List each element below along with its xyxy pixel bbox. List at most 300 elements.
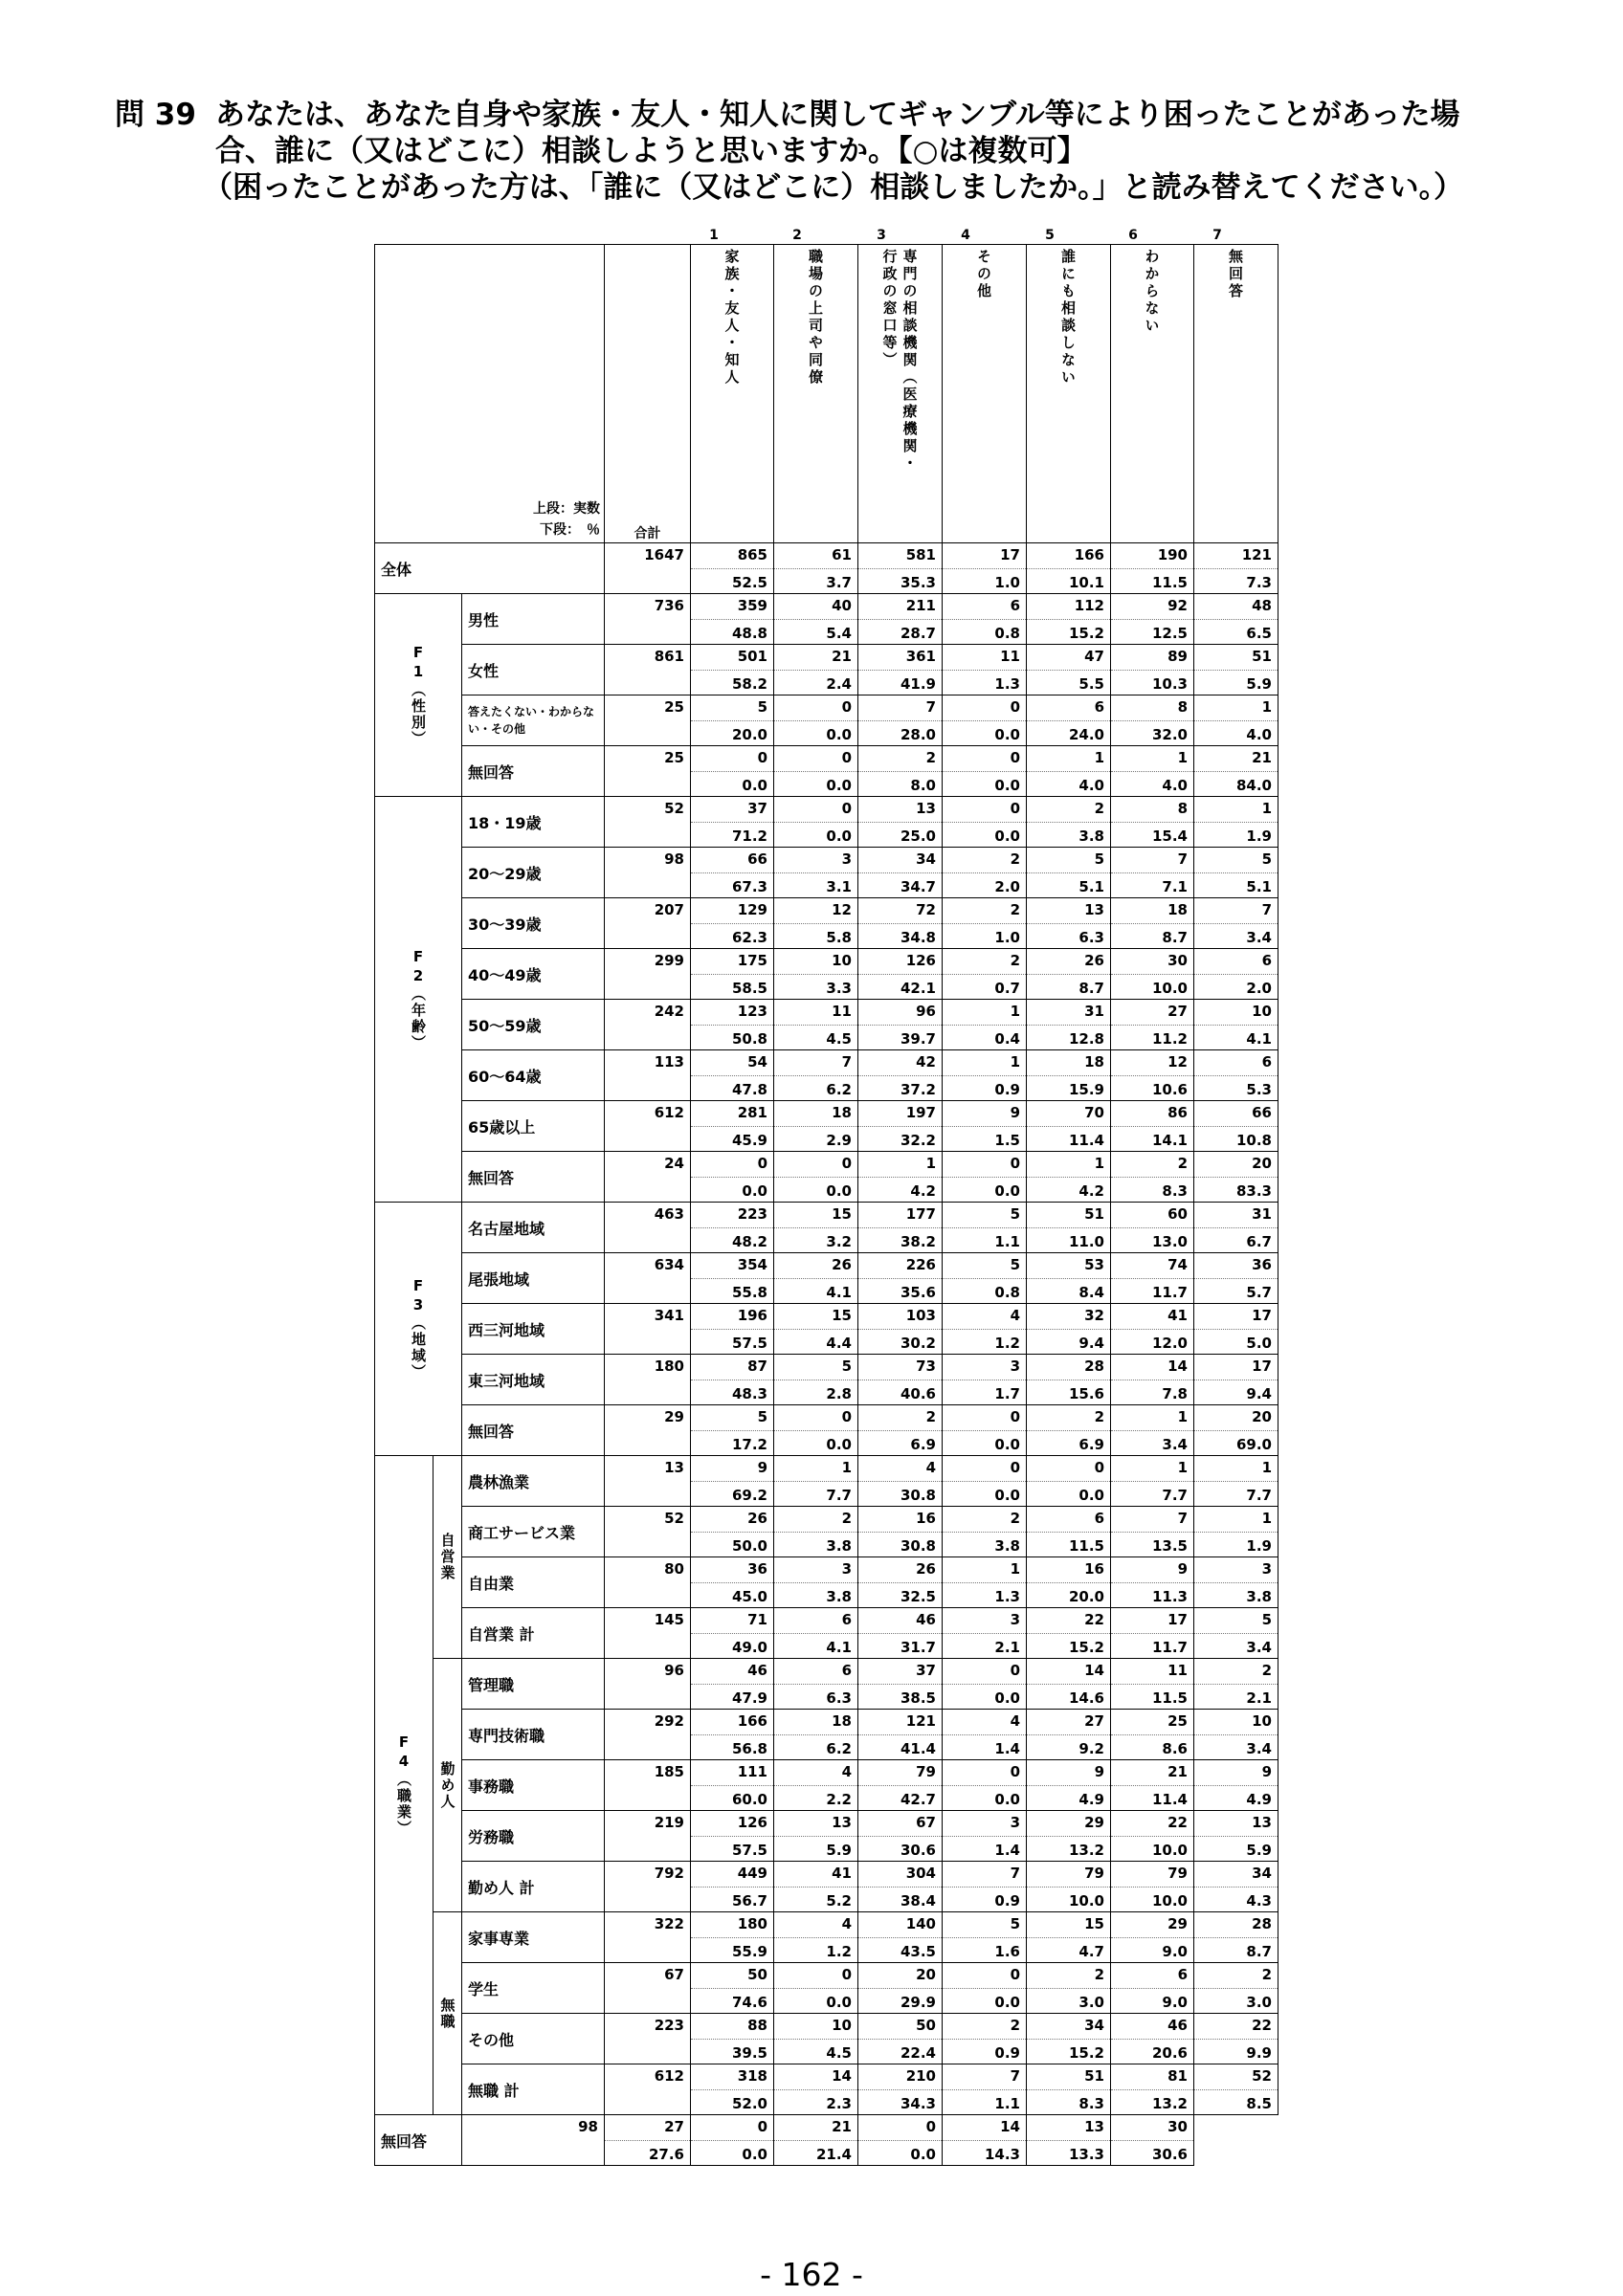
count-value: 0 [1010,1459,1020,1476]
row-label: その他 [468,2030,515,2049]
row-label: 農林漁業 [468,1472,530,1491]
value-cell [1027,594,1111,645]
value-cell [1027,1963,1111,2014]
value-cell [1111,1710,1194,1760]
count-value: 4 [841,1915,852,1932]
percent-value: 13.2 [1111,2089,1193,2114]
percent-value: 4.9 [1194,1785,1278,1810]
percent-value: 9.0 [1111,1988,1193,2013]
value-cell [691,1253,774,1304]
row-label-cell [462,1405,605,1456]
total-cell [605,1963,691,2014]
percent-value: 0.0 [943,1430,1026,1455]
value-cell [774,1507,858,1557]
percent-value: 0.0 [943,822,1026,847]
row-label-cell [462,1507,605,1557]
value-cell [1194,1152,1278,1203]
count-value: 28 [1252,1915,1272,1932]
count-value: 88 [747,2017,767,2034]
count-value: 70 [1084,1104,1104,1121]
value-cell [774,1456,858,1507]
row-label: 学生 [468,1979,500,1998]
count-value: 6 [1094,698,1104,716]
value-cell [858,1050,943,1101]
total-cell [605,1304,691,1355]
value-cell [691,1710,774,1760]
count-value: 1 [1094,1155,1104,1172]
row-label-cell [462,746,605,797]
percent-value: 55.8 [691,1278,773,1303]
value-cell [858,1710,943,1760]
value-cell [691,645,774,695]
percent-value: 74.6 [691,1988,773,2013]
total-cell [605,1152,691,1203]
column-header-label: 職場の上司や同僚 [807,249,824,386]
percent-value: 4.1 [774,1633,857,1658]
percent-value: 4.5 [774,1025,857,1049]
count-value: 92 [1167,597,1188,614]
value-cell [774,1405,858,1456]
percent-value: 20.0 [691,720,773,745]
value-cell [691,949,774,1000]
percent-value: 11.3 [1111,1582,1193,1607]
count-value: 7 [841,1053,852,1071]
column-header-label: 行政の窓口等） [880,249,899,369]
percent-value: 22.4 [858,2039,942,2064]
count-value: 16 [916,1510,936,1527]
count-value: 103 [905,1307,936,1324]
count-value: 66 [1252,1104,1272,1121]
percent-value: 6.2 [774,1075,857,1100]
value-cell [1194,1912,1278,1963]
row-label: 40～49歳 [468,965,542,984]
count-value: 581 [905,546,936,563]
value-cell [1194,1608,1278,1659]
value-cell [1111,2064,1194,2115]
percent-value: 0.4 [943,1025,1026,1049]
total-count: 612 [654,2067,684,2085]
count-value: 50 [747,1966,767,1983]
value-cell [1111,1456,1194,1507]
count-value: 53 [1084,1256,1104,1273]
percent-value: 1.1 [943,2089,1026,2114]
count-value: 4 [1010,1712,1020,1730]
percent-value: 69.2 [691,1481,773,1506]
count-value: 0 [841,800,852,817]
value-cell [858,797,943,848]
total-count: 185 [654,1763,684,1780]
value-cell [943,898,1027,949]
count-value: 2 [841,1510,852,1527]
count-value: 41 [832,1865,852,1882]
count-value: 175 [737,952,767,969]
count-value: 1 [1010,1560,1020,1578]
row-label-cell [462,1050,605,1101]
percent-value: 38.2 [858,1227,942,1252]
table-row [375,1557,1278,1608]
total-count: 612 [654,1104,684,1121]
percent-value: 20.0 [1027,1582,1110,1607]
row-label: 無職 計 [468,2081,520,2100]
percent-value: 0.0 [943,720,1026,745]
value-cell [1111,1659,1194,1710]
count-value: 112 [1074,597,1104,614]
count-value: 14 [832,2067,852,2085]
row-label: 労務職 [468,1827,515,1846]
percent-value: 0.9 [943,1075,1026,1100]
percent-value: 3.3 [774,974,857,999]
value-cell [1111,1963,1194,2014]
count-value: 18 [1084,1053,1104,1071]
value-cell [1027,1000,1111,1050]
value-cell [774,1050,858,1101]
value-cell [1194,1355,1278,1405]
count-value: 89 [1167,648,1188,665]
percent-value: 3.8 [1027,822,1110,847]
value-cell [1027,1912,1111,1963]
value-cell [774,746,858,797]
row-label: 無回答 [381,2131,428,2151]
count-value: 13 [832,1814,852,1831]
row-label-cell [462,949,605,1000]
table-row [375,695,1278,746]
percent-value: 6.9 [1027,1430,1110,1455]
count-value: 2 [925,1408,936,1425]
count-value: 34 [1252,1865,1272,1882]
total-count: 861 [654,648,684,665]
percent-value: 35.6 [858,1278,942,1303]
value-cell [691,695,774,746]
value-cell [858,1253,943,1304]
group-label-employed [434,1659,462,1912]
total-cell [605,2064,691,2115]
percent-value: 32.2 [858,1126,942,1151]
value-cell [1194,1811,1278,1862]
count-value: 3 [1010,1611,1020,1628]
value-cell [691,2115,774,2166]
value-cell [1027,746,1111,797]
value-cell [1027,2064,1111,2115]
percent-value: 2.2 [774,1785,857,1810]
percent-value: 41.9 [858,670,942,695]
table-row [375,1659,1278,1710]
percent-value: 34.8 [858,923,942,948]
value-cell [943,848,1027,898]
total-count: 96 [664,1662,684,1679]
count-value: 140 [905,1915,936,1932]
percent-value: 6.9 [858,1430,942,1455]
percent-value: 43.5 [858,1937,942,1962]
question-line-1: あなたは、あなた自身や家族・友人・知人に関してギャンブル等により困ったことがあった場 [215,98,1460,132]
count-value: 41 [1167,1307,1188,1324]
value-cell [691,1963,774,2014]
value-cell [1111,1862,1194,1912]
row-label-cell [462,1152,605,1203]
count-value: 87 [747,1358,767,1375]
row-label: 自営業 計 [468,1624,535,1644]
percent-value: 58.5 [691,974,773,999]
value-cell [943,1963,1027,2014]
total-cell [605,1101,691,1152]
percent-value: 4.0 [1111,771,1193,796]
table-row [375,1811,1278,1862]
total-cell [605,848,691,898]
total-count: 242 [654,1003,684,1020]
count-value: 72 [916,901,936,918]
count-value: 14 [1167,1358,1188,1375]
percent-value: 10.0 [1111,974,1193,999]
count-value: 27 [1167,1003,1188,1020]
row-label-cell [462,1355,605,1405]
column-header-label: 無回答 [1227,249,1244,300]
percent-value: 7.7 [1194,1481,1278,1506]
count-value: 0 [1010,749,1020,766]
value-cell [1194,594,1278,645]
value-cell [943,1203,1027,1253]
total-cell [462,2115,605,2166]
group-label-unemployed [434,1912,462,2115]
count-value: 196 [737,1307,767,1324]
count-value: 126 [737,1814,767,1831]
percent-value: 45.9 [691,1126,773,1151]
value-cell [774,1152,858,1203]
count-value: 7 [1177,1510,1188,1527]
group-text-unemployed: 無職 [438,1997,456,2030]
percent-value: 0.0 [774,1177,857,1202]
page-number: - 162 - [760,2256,863,2293]
value-cell [691,1811,774,1862]
total-cell [605,1912,691,1963]
total-count: 113 [654,1053,684,1071]
count-value: 15 [832,1307,852,1324]
value-cell [943,2014,1027,2064]
count-value: 1 [1177,749,1188,766]
value-cell [1027,1811,1111,1862]
count-value: 1 [1010,1053,1020,1071]
value-cell [691,1355,774,1405]
percent-value: 0.0 [691,771,773,796]
value-cell [691,1405,774,1456]
question-number: 問 39 [115,98,196,132]
value-cell [774,949,858,1000]
count-value: 210 [905,2067,936,2085]
value-cell [691,594,774,645]
value-cell [774,1608,858,1659]
count-value: 21 [1167,1763,1188,1780]
value-cell [1194,1304,1278,1355]
percent-value: 1.6 [943,1937,1026,1962]
count-value: 1 [925,1155,936,1172]
value-cell [858,1152,943,1203]
percent-value: 52.0 [691,2089,773,2114]
value-cell [943,1050,1027,1101]
percent-value: 12.8 [1027,1025,1110,1049]
total-label: 合計 [634,526,661,541]
row-label-cell [462,848,605,898]
count-value: 2 [1010,952,1020,969]
percent-value: 8.7 [1194,1937,1278,1962]
count-value: 129 [737,901,767,918]
percent-value: 56.7 [691,1887,773,1911]
value-cell [943,797,1027,848]
value-cell [1027,1862,1111,1912]
count-value: 51 [1084,2067,1104,2085]
percent-value: 0.0 [691,2140,773,2165]
percent-value: 0.0 [943,1177,1026,1202]
percent-value: 2.9 [774,1126,857,1151]
percent-value: 3.4 [1111,1430,1193,1455]
count-value: 1 [1261,1459,1272,1476]
count-value: 4 [925,1459,936,1476]
percent-value: 4.9 [1027,1785,1110,1810]
group-text-f2: F2（年齢） [410,947,427,1051]
row-label: 18・19歳 [468,813,542,832]
count-value: 1 [1261,800,1272,817]
row-label: 65歳以上 [468,1117,536,1137]
count-value: 8 [1177,800,1188,817]
count-value: 9 [1094,1763,1104,1780]
count-value: 21 [832,2118,852,2135]
total-count: 292 [654,1712,684,1730]
column-header [1027,245,1111,543]
table-row [375,2014,1278,2064]
value-cell [943,543,1027,594]
value-cell [691,1304,774,1355]
value-cell [1194,1405,1278,1456]
percent-value: 2.8 [774,1380,857,1404]
table-row [375,1710,1278,1760]
row-label-cell [462,1557,605,1608]
count-value: 5 [1261,850,1272,868]
percent-value: 56.8 [691,1734,773,1759]
percent-value: 67.3 [691,872,773,897]
count-value: 74 [1167,1256,1188,1273]
count-value: 5 [757,1408,767,1425]
percent-value: 50.0 [691,1532,773,1556]
total-count: 52 [664,1510,684,1527]
value-cell [1111,1050,1194,1101]
percent-value: 14.1 [1111,1126,1193,1151]
percent-value: 7.8 [1111,1380,1193,1404]
percent-value: 58.2 [691,670,773,695]
count-value: 6 [1010,597,1020,614]
total-count: 80 [664,1560,684,1578]
row-label: 商工サービス業 [468,1523,576,1542]
value-cell [858,746,943,797]
percent-value: 3.0 [1194,1988,1278,2013]
count-value: 121 [905,1712,936,1730]
total-count: 29 [664,1408,684,1425]
percent-value: 9.4 [1027,1329,1110,1354]
percent-value: 14.6 [1027,1684,1110,1709]
percent-value: 0.0 [858,2140,942,2165]
percent-value: 35.3 [858,568,942,593]
value-cell [1194,645,1278,695]
count-value: 51 [1084,1205,1104,1223]
percent-value: 11.5 [1111,1684,1193,1709]
value-cell [774,1912,858,1963]
count-value: 4 [1010,1307,1020,1324]
value-cell [943,1710,1027,1760]
percent-value: 1.1 [943,1227,1026,1252]
percent-value: 8.4 [1027,1278,1110,1303]
percent-value: 5.9 [1194,1836,1278,1861]
count-value: 46 [747,1662,767,1679]
total-count: 463 [654,1205,684,1223]
value-cell [774,1355,858,1405]
percent-value: 3.8 [774,1582,857,1607]
percent-value: 8.0 [858,771,942,796]
table-row [375,1608,1278,1659]
value-cell [1111,1304,1194,1355]
count-value: 226 [905,1256,936,1273]
value-cell [943,1608,1027,1659]
count-value: 0 [1010,1763,1020,1780]
percent-value: 0.0 [943,1785,1026,1810]
percent-value: 5.1 [1027,872,1110,897]
count-value: 13 [1084,2118,1104,2135]
percent-value: 5.4 [774,619,857,644]
total-cell [605,2014,691,2064]
count-value: 36 [1252,1256,1272,1273]
percent-value: 3.4 [1194,923,1278,948]
value-cell [774,543,858,594]
value-cell [1194,746,1278,797]
value-cell [1111,695,1194,746]
count-value: 361 [905,648,936,665]
legend-upper: 上段：実数 [533,501,600,517]
count-value: 31 [1084,1003,1104,1020]
value-cell [691,1507,774,1557]
group-text-f4: F4（職業） [395,1733,412,1837]
count-value: 304 [905,1865,936,1882]
column-number: 7 [1212,228,1222,243]
percent-value: 12.5 [1111,619,1193,644]
count-value: 10 [832,2017,852,2034]
value-cell [943,1405,1027,1456]
percent-value: 0.9 [943,2039,1026,2064]
value-cell [943,1912,1027,1963]
percent-value: 50.8 [691,1025,773,1049]
value-cell [1027,1101,1111,1152]
total-count: 98 [664,850,684,868]
percent-value: 60.0 [691,1785,773,1810]
legend-lower: 下段： ％ [540,522,600,538]
value-cell [858,1101,943,1152]
percent-value: 15.6 [1027,1380,1110,1404]
count-value: 11 [832,1003,852,1020]
value-cell [1027,949,1111,1000]
count-value: 3 [841,1560,852,1578]
group-text-employed: 勤め人 [438,1760,456,1810]
total-count: 98 [578,2118,598,2135]
percent-value: 1.4 [943,1836,1026,1861]
value-cell [1027,1355,1111,1405]
percent-value: 71.2 [691,822,773,847]
row-label-cell [462,1912,605,1963]
percent-value: 37.2 [858,1075,942,1100]
value-cell [943,1811,1027,1862]
percent-value: 4.0 [1194,720,1278,745]
value-cell [1111,797,1194,848]
count-value: 13 [916,800,936,817]
group-text-self: 自営業 [438,1533,456,1581]
percent-value: 0.7 [943,974,1026,999]
percent-value: 5.7 [1194,1278,1278,1303]
count-value: 6 [1094,1510,1104,1527]
count-value: 1 [1177,1459,1188,1476]
count-value: 9 [1177,1560,1188,1578]
